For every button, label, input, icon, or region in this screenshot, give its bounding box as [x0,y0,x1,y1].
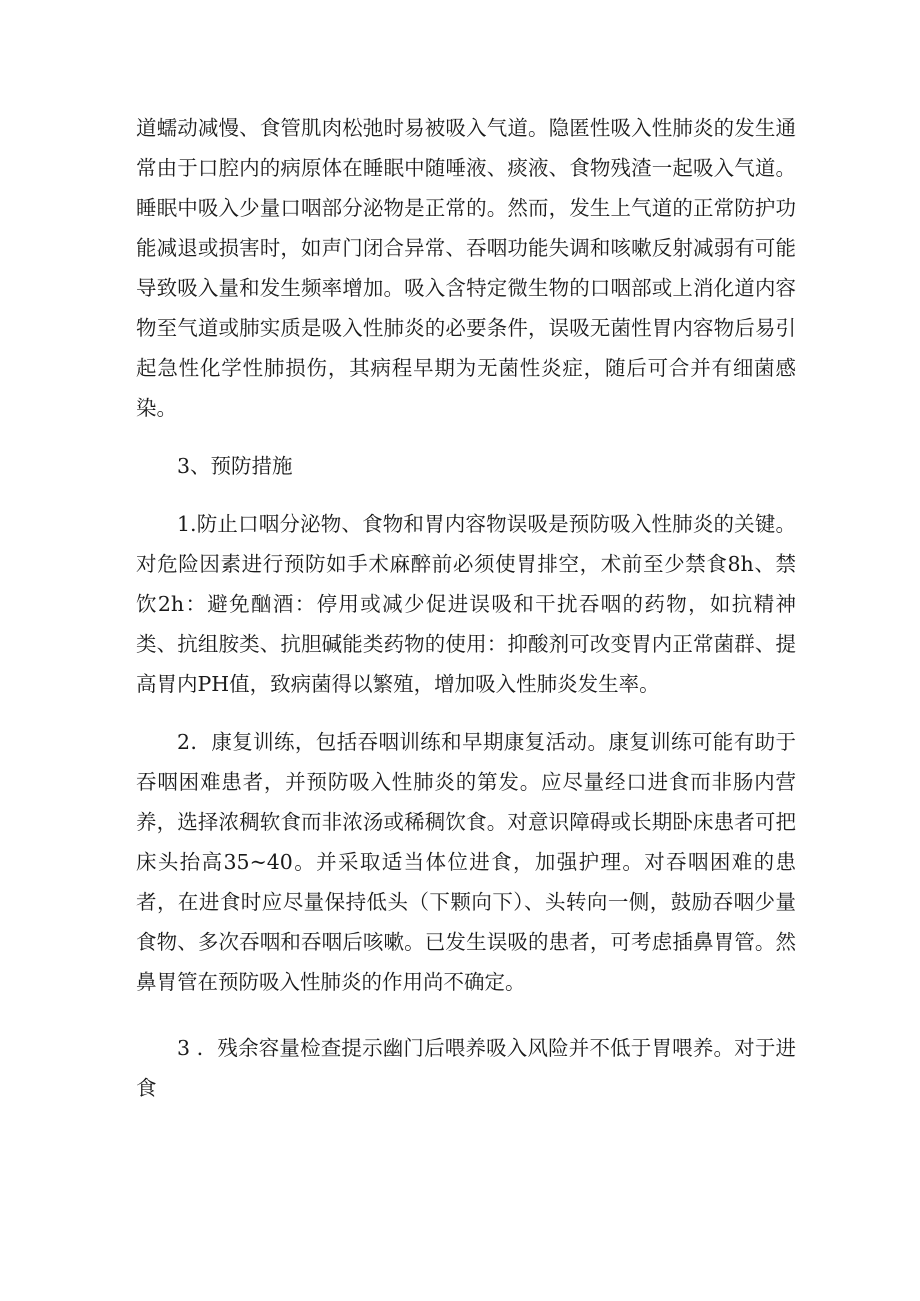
section-heading: 3、预防措施 [177,454,293,478]
list-item-3: 3 ．残余容量检查提示幽门后喂养吸入风险并不低于胃喂养。对于进食 [136,1036,796,1100]
list-item-2: 2．康复训练，包括吞咽训练和早期康复活动。康复训练可能有助于吞咽困难患者，并预防吸入性肺炎的第发。应尽量经口进食而非肠内营养，选择浓稠软食而非浓汤或稀稠饮食。对意识障碍或长期卧床患者可把床头抬高35~40。并采取适当体位进食，加强护理。对吞咽困难的患者，在进食时应尽量保持低头（下颗向下）、头转向一侧，鼓励吞咽少量食物、多次吞咽和吞咽后咳嗽。已发生误吸的患者，可考虑插鼻胃管。然鼻胃管在预防吸入性肺炎的作用尚不确定。 [136,730,796,994]
document-body [136,108,796,1108]
list-item-1: 1.防止口咽分泌物、食物和胃内容物误吸是预防吸入性肺炎的关键。对危险因素进行预防如手术麻醉前必须使胃排空，术前至少禁食8h、禁饮2h：避免酗酒：停用或减少促进误吸和干扰吞咽的药物，如抗精神类、抗组胺类、抗胆碱能类药物的使用：抑酸剂可改变胃内正常菌群、提高胃内PH值，致病菌得以繁殖，增加吸入性肺炎发生率。 [136,512,796,696]
paragraph-continuation: 道蠕动减慢、食管肌肉松弛时易被吸入气道。隐匿性吸入性肺炎的发生通常由于口腔内的病原体在睡眠中随唾液、痰液、食物残渣一起吸入气道。睡眠中吸入少量口咽部分泌物是正常的。然而，发生上气道的正常防护功能减退或损害时，如声门闭合异常、吞咽功能失调和咳嗽反射减弱有可能导致吸入量和发生频率增加。吸入含特定微生物的口咽部或上消化道内容物至气道或肺实质是吸入性肺炎的必要条件，误吸无菌性胃内容物后易引起急性化学性肺损伤，其病程早期为无菌性炎症，随后可合并有细菌感染。 [136,116,796,420]
